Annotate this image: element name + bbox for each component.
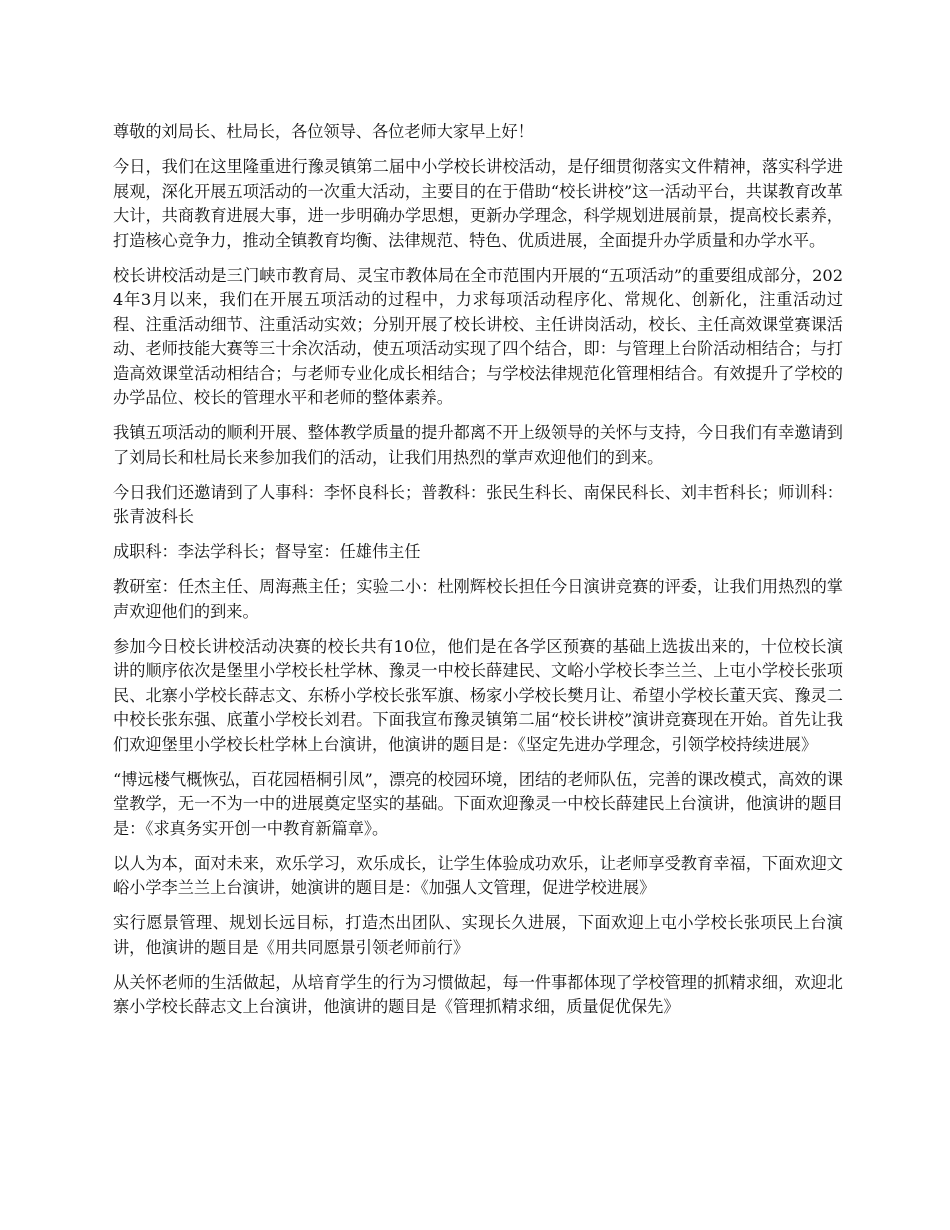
speaker-intro-paragraph: 从关怀老师的生活做起，从培育学生的行为习惯做起，每一件事都体现了学校管理的抓精求细，欢迎北寨小学校长薛志文上台演讲，他演讲的题目是《管理抓精求细，质量促优保先》	[113, 972, 843, 1016]
intro-paragraph: 今日，我们在这里隆重进行豫灵镇第二届中小学校长讲校活动，是仔细贯彻落实文件精神，落实科学进展观，深化开展五项活动的一次重大活动，主要目的在于借助“校长讲校”这一活动平台，共谋教育改革大计，共商教育进展大事，进一步明确办学思想，更新办学理念，科学规划进展前景，提高校长素养，打造核心竞争力，推动全镇教育均衡、法律规范、特色、优质进展，全面提升办学质量和办学水平。	[113, 157, 843, 250]
speaker-intro-paragraph: 实行愿景管理、规划长远目标，打造杰出团队、实现长久进展，下面欢迎上屯小学校长张项民上台演讲，他演讲的题目是《用共同愿景引领老师前行》	[113, 913, 843, 957]
guests-continued-paragraph: 成职科：李法学科长；督导室：任雄伟主任	[113, 542, 421, 561]
guests-paragraph: 今日我们还邀请到了人事科：李怀良科长；普教科：张民生科长、南保民科长、刘丰哲科长；师训科：张青波科长	[113, 482, 843, 526]
activity-background-paragraph: 校长讲校活动是三门峡市教育局、灵宝市教体局在全市范围内开展的“五项活动”的重要组成部分，2024年3月以来，我们在开展五项活动的过程中，力求每项活动程序化、常规化、创新化，注重活动过程、注重活动细节、注重活动实效；分别开展了校长讲校、主任讲岗活动，校长、主任高效课堂赛课活动、老师技能大赛等三十余次活动，使五项活动实现了四个结合，即：与管理上台阶活动相结合；与打造高效课堂活动相结合；与老师专业化成长相结合；与学校法律规范化管理相结合。有效提升了学校的办学品位、校长的管理水平和老师的整体素养。	[113, 265, 843, 407]
contestants-paragraph: 参加今日校长讲校活动决赛的校长共有10位，他们是在各学区预赛的基础上选拔出来的，十位校长演讲的顺序依次是堡里小学校长杜学林、豫灵一中校长薛建民、文峪小学校长李兰兰、上屯小学校长张项民、北寨小学校长薛志文、东桥小学校长张军旗、杨家小学校长樊月让、希望小学校长董天宾、豫灵二中校长张东强、底董小学校长刘君。下面我宣布豫灵镇第二届“校长讲校”演讲竞赛现在开始。首先让我们欢迎堡里小学校长杜学林上台演讲，他演讲的题目是：《坚定先进办学理念，引领学校持续进展》	[113, 636, 843, 754]
judges-paragraph: 教研室：任杰主任、周海燕主任；实验二小：杜刚辉校长担任今日演讲竞赛的评委，让我们用热烈的掌声欢迎他们的到来。	[113, 577, 843, 621]
speaker-intro-paragraph: “博远楼气概恢弘，百花园梧桐引凤”，漂亮的校园环境，团结的老师队伍，完善的课改模式，高效的课堂教学，无一不为一中的进展奠定坚实的基础。下面欢迎豫灵一中校长薛建民上台演讲，他演讲的题目是：《求真务实开创一中教育新篇章》。	[113, 769, 843, 838]
speaker-intro-paragraph: 以人为本，面对未来，欢乐学习，欢乐成长，让学生体验成功欢乐，让老师享受教育幸福，下面欢迎文峪小学李兰兰上台演讲，她演讲的题目是：《加强人文管理，促进学校进展》	[113, 853, 843, 897]
document-body	[113, 120, 843, 1030]
greeting-paragraph: 尊敬的刘局长、杜局长，各位领导、各位老师大家早上好！	[113, 122, 534, 141]
leaders-welcome-paragraph: 我镇五项活动的顺利开展、整体教学质量的提升都离不开上级领导的关怀与支持，今日我们有幸邀请到了刘局长和杜局长来参加我们的活动，让我们用热烈的掌声欢迎他们的到来。	[113, 423, 843, 467]
